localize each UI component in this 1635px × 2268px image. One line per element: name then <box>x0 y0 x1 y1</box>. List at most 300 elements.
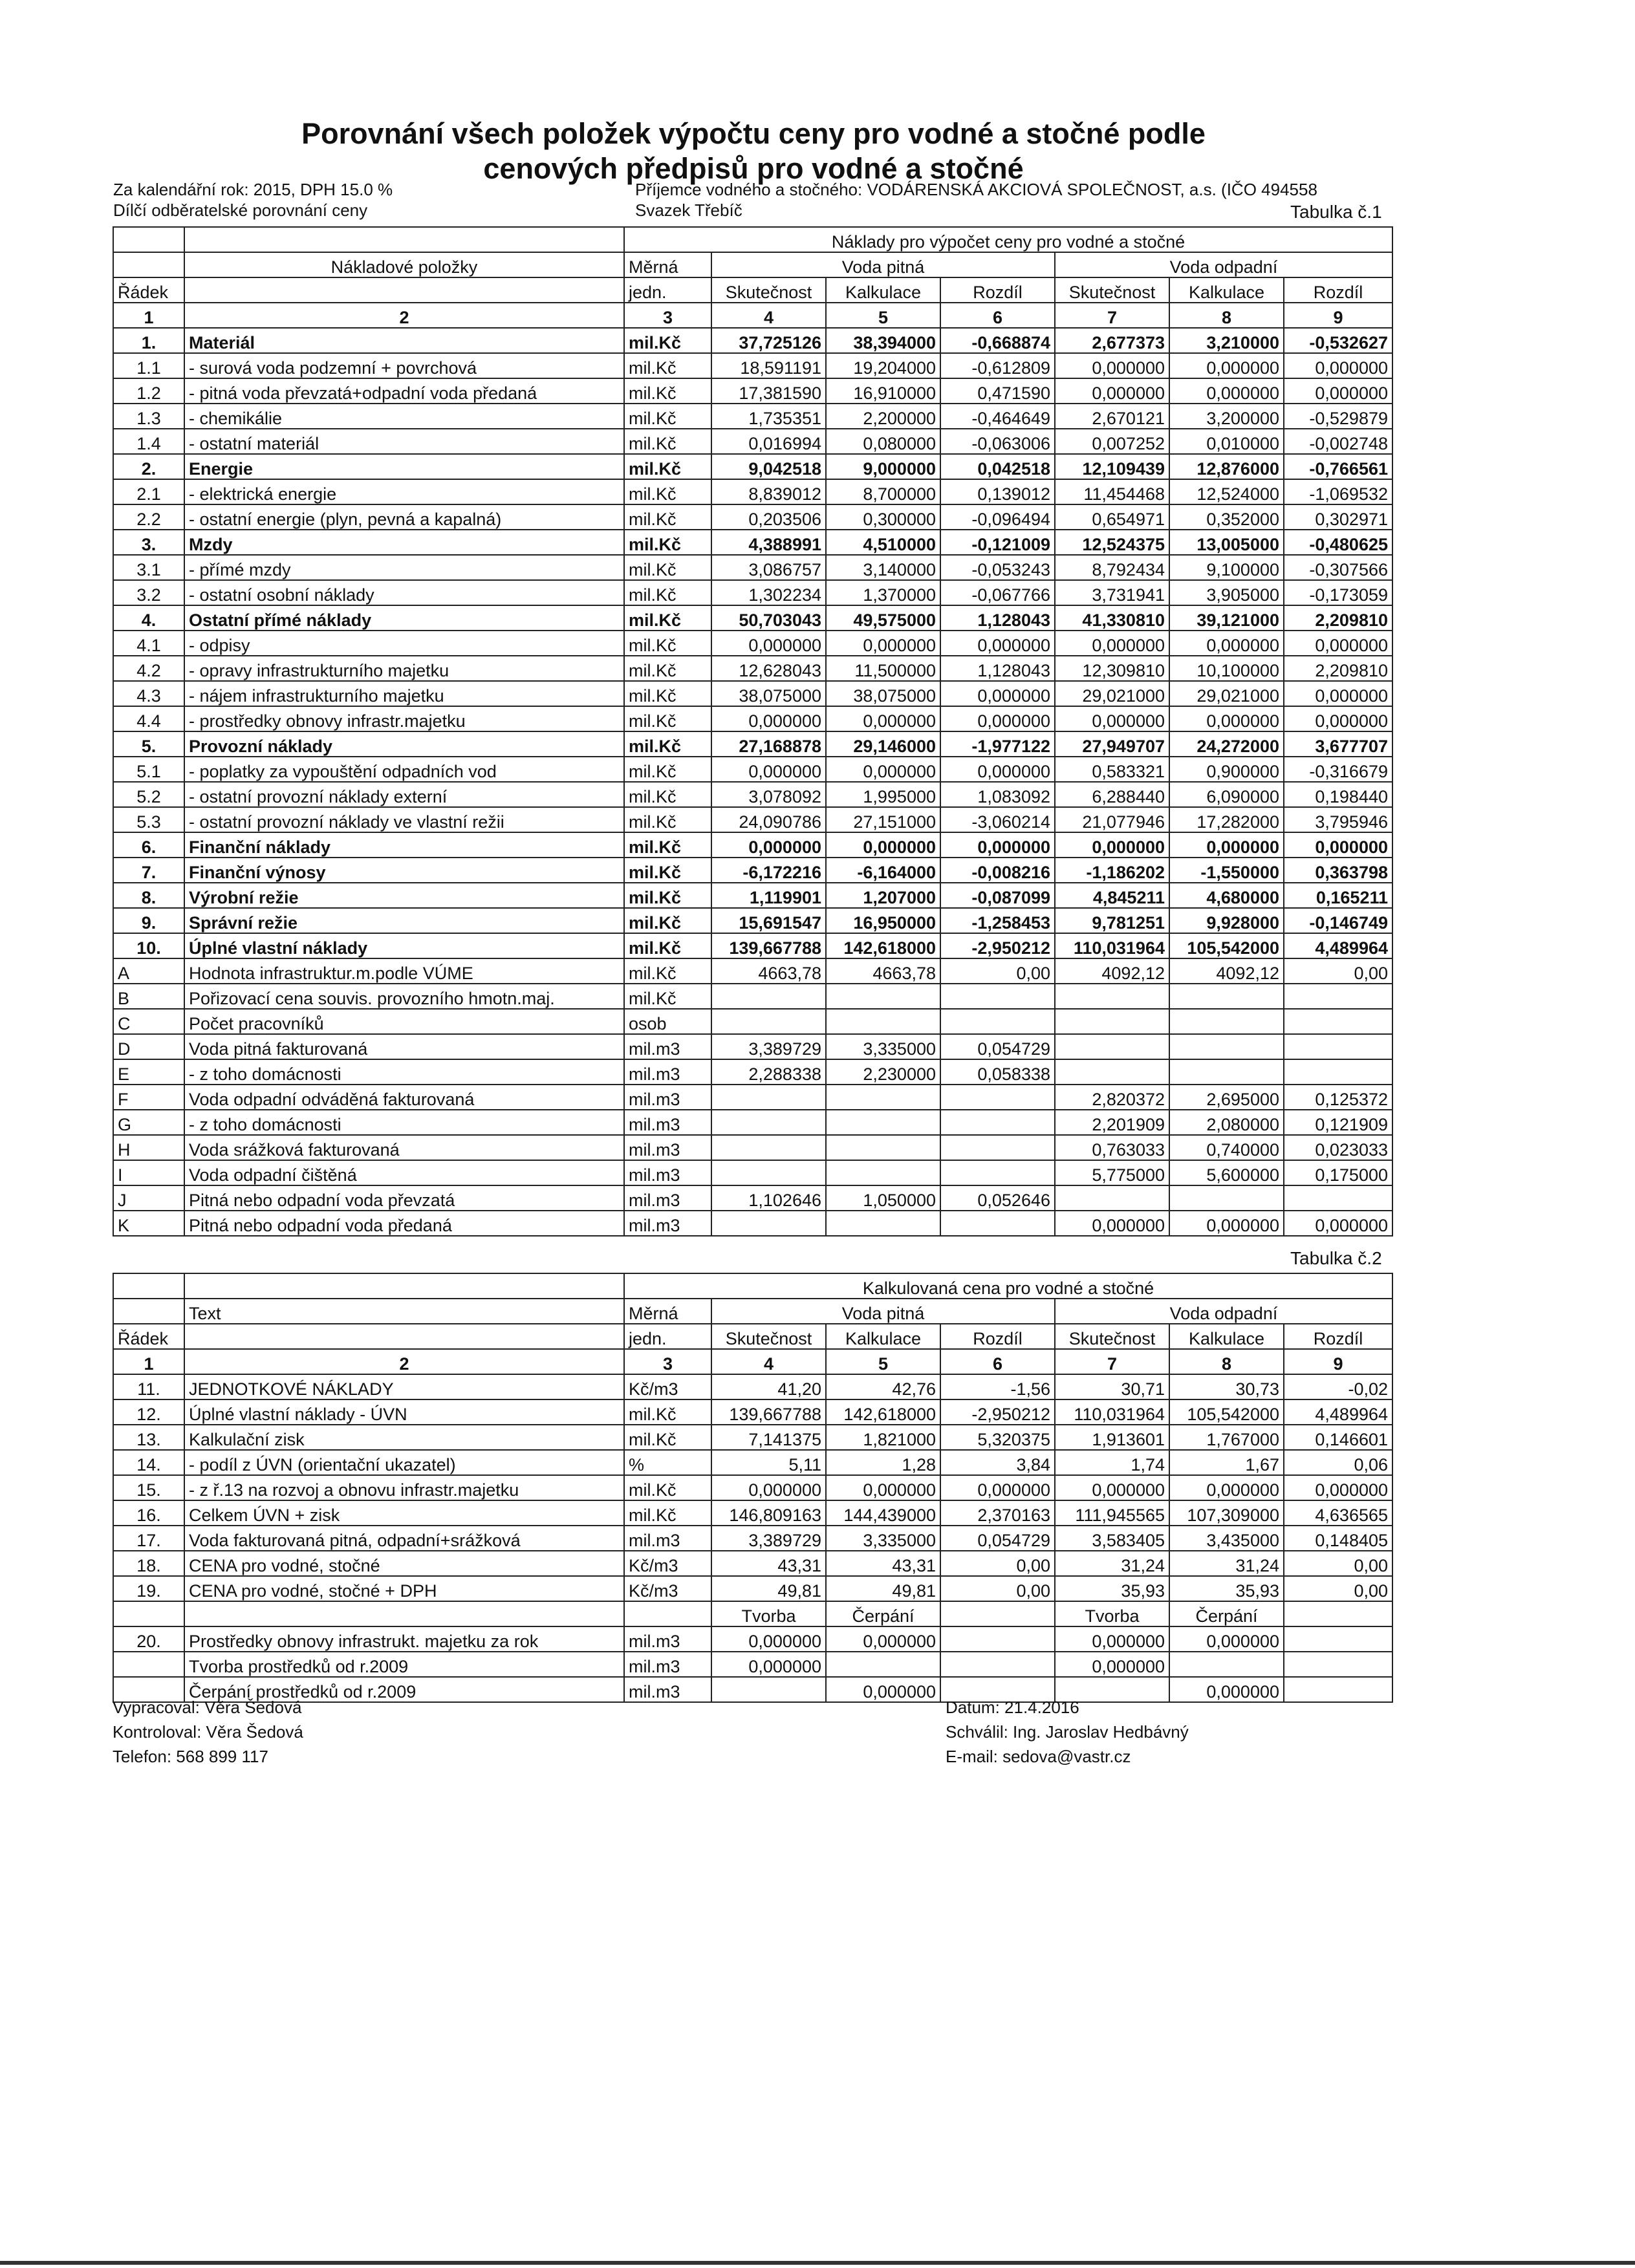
table1-waste-real-header: Skutečnost <box>1055 277 1169 303</box>
row-label: - z toho domácnosti <box>184 1059 624 1085</box>
cell-o-calc <box>1169 1034 1284 1059</box>
row-id: 4.3 <box>113 681 184 706</box>
cell-o-diff: 0,125372 <box>1284 1085 1392 1110</box>
cell-o-real: 12,309810 <box>1055 656 1169 681</box>
cell-w-real: 4,388991 <box>711 530 826 555</box>
table-row <box>113 908 1392 933</box>
table-row <box>113 958 1392 984</box>
cell-w-calc <box>826 1009 940 1034</box>
cell-w-calc: 4663,78 <box>826 958 940 984</box>
row-label: Finanční náklady <box>184 832 624 858</box>
cell-o-real: 2,201909 <box>1055 1110 1169 1135</box>
cell-o-diff: 0,000000 <box>1284 681 1392 706</box>
row-id: 13. <box>113 1425 184 1450</box>
cell-w-calc: 16,910000 <box>826 378 940 404</box>
table-row <box>113 605 1392 631</box>
cell-o-diff <box>1284 1034 1392 1059</box>
row-unit: osob <box>624 1009 711 1034</box>
cell-o-diff: 0,06 <box>1284 1450 1392 1475</box>
row-id: C <box>113 1009 184 1034</box>
cell-o-diff: 0,175000 <box>1284 1160 1392 1185</box>
row-label: - surová voda podzemní + povrchová <box>184 353 624 378</box>
row-unit: mil.Kč <box>624 605 711 631</box>
table1-radek-header: Řádek <box>113 277 184 303</box>
cell-o-calc: 6,090000 <box>1169 782 1284 807</box>
cell-o-calc: 105,542000 <box>1169 1399 1284 1425</box>
cell-o-calc: 39,121000 <box>1169 605 1284 631</box>
row-unit: mil.Kč <box>624 958 711 984</box>
row-label: - odpisy <box>184 631 624 656</box>
row-id: J <box>113 1185 184 1211</box>
table-row <box>113 328 1392 353</box>
row-id: 2. <box>113 454 184 479</box>
row-label: Materiál <box>184 328 624 353</box>
cell-o-diff <box>1284 1185 1392 1211</box>
row-label: - elektrická energie <box>184 479 624 504</box>
row-unit: mil.Kč <box>624 1500 711 1526</box>
col-number: 1 <box>113 1349 184 1374</box>
row-unit: mil.m3 <box>624 1526 711 1551</box>
cell-o-diff: 0,165211 <box>1284 883 1392 908</box>
cell-o-real: 0,000000 <box>1055 832 1169 858</box>
cell-o-diff <box>1284 984 1392 1009</box>
row-id: 18. <box>113 1551 184 1576</box>
row-unit: mil.m3 <box>624 1034 711 1059</box>
cell-o-diff: 0,198440 <box>1284 782 1392 807</box>
cell-o-real: 6,288440 <box>1055 782 1169 807</box>
cell-w-diff: -0,464649 <box>940 404 1055 429</box>
cell-o-calc: 3,210000 <box>1169 328 1284 353</box>
cell-o-calc: 3,435000 <box>1169 1526 1284 1551</box>
cell-water-create: 0,000000 <box>711 1652 826 1677</box>
table-row <box>113 378 1392 404</box>
title-line-1: Porovnání všech položek výpočtu ceny pro vodné a stočné podle <box>301 117 1206 150</box>
cell-w-calc: 19,204000 <box>826 353 940 378</box>
cell-waste-create: 0,000000 <box>1055 1626 1169 1652</box>
cell-w-diff: 0,000000 <box>940 681 1055 706</box>
price-table <box>113 1273 1393 1703</box>
row-unit: mil.Kč <box>624 454 711 479</box>
row-unit: mil.Kč <box>624 656 711 681</box>
row-unit: mil.Kč <box>624 504 711 530</box>
col-number: 5 <box>826 1349 940 1374</box>
cell-w-calc: 1,821000 <box>826 1425 940 1450</box>
row-unit: Kč/m3 <box>624 1576 711 1601</box>
table2-caption-spacer <box>184 1273 624 1299</box>
row-label: - poplatky za vypouštění odpadních vod <box>184 757 624 782</box>
table2-water-real-header: Skutečnost <box>711 1324 826 1349</box>
table-row <box>113 681 1392 706</box>
row-unit: mil.Kč <box>624 580 711 605</box>
col-number: 2 <box>184 303 624 328</box>
cell-o-real: 21,077946 <box>1055 807 1169 832</box>
email: E-mail: sedova@vastr.cz <box>946 1747 1131 1766</box>
cell-w-diff <box>940 1211 1055 1236</box>
table-row <box>113 1425 1392 1450</box>
region-line: Svazek Třebíč <box>635 200 742 220</box>
cell-w-calc: 2,230000 <box>826 1059 940 1085</box>
cell-w-calc: 11,500000 <box>826 656 940 681</box>
cell-o-diff: 0,121909 <box>1284 1110 1392 1135</box>
cell-w-diff: 0,000000 <box>940 832 1055 858</box>
table-row <box>113 1551 1392 1576</box>
cell-w-calc: 0,080000 <box>826 429 940 454</box>
row-id: 20. <box>113 1626 184 1652</box>
table2-label: Tabulka č.2 <box>1290 1248 1382 1268</box>
cell-o-real: 110,031964 <box>1055 933 1169 958</box>
cell-o-diff: -0,002748 <box>1284 429 1392 454</box>
cell-o-real <box>1055 1059 1169 1085</box>
cell-w-real: 0,000000 <box>711 631 826 656</box>
row-unit: mil.Kč <box>624 858 711 883</box>
cell-o-calc: 4092,12 <box>1169 958 1284 984</box>
cell-w-calc: 38,394000 <box>826 328 940 353</box>
cell-w-real: 146,809163 <box>711 1500 826 1526</box>
table-row <box>113 1034 1392 1059</box>
row-unit: mil.m3 <box>624 1185 711 1211</box>
table-row <box>113 1450 1392 1475</box>
cell-o-real: 0,000000 <box>1055 706 1169 731</box>
scan-edge <box>0 2261 1635 2265</box>
cell-w-calc <box>826 1135 940 1160</box>
row-label: - ostatní materiál <box>184 429 624 454</box>
fund-row <box>113 1652 1392 1677</box>
cell-waste-draw: 0,000000 <box>1169 1626 1284 1652</box>
col-number: 8 <box>1169 1349 1284 1374</box>
cell-w-real <box>711 1135 826 1160</box>
table-row <box>113 1160 1392 1185</box>
cell-o-calc: 29,021000 <box>1169 681 1284 706</box>
row-unit: mil.Kč <box>624 782 711 807</box>
cell-o-diff: 0,146601 <box>1284 1425 1392 1450</box>
row-label: Pitná nebo odpadní voda předaná <box>184 1211 624 1236</box>
col-number: 6 <box>940 1349 1055 1374</box>
cell-o-calc: 0,000000 <box>1169 1211 1284 1236</box>
cell-o-diff: 3,795946 <box>1284 807 1392 832</box>
row-id: F <box>113 1085 184 1110</box>
cell-w-diff: 0,054729 <box>940 1526 1055 1551</box>
checked-by: Kontroloval: Věra Šedová <box>113 1722 303 1742</box>
cell-o-calc: 0,740000 <box>1169 1135 1284 1160</box>
phone: Telefon: 568 899 117 <box>113 1747 268 1766</box>
cell-o-real <box>1055 1034 1169 1059</box>
row-unit: mil.Kč <box>624 883 711 908</box>
row-label: Ostatní přímé náklady <box>184 605 624 631</box>
row-unit: mil.Kč <box>624 378 711 404</box>
table2-unit-header-b: jedn. <box>624 1324 711 1349</box>
cell-w-real: 1,102646 <box>711 1185 826 1211</box>
table1-caption-spacer <box>184 227 624 252</box>
cell-w-calc <box>826 984 940 1009</box>
row-id: 5.1 <box>113 757 184 782</box>
cell-w-calc: 4,510000 <box>826 530 940 555</box>
cell-w-calc: 3,335000 <box>826 1034 940 1059</box>
table-row <box>113 858 1392 883</box>
row-label: - opravy infrastrukturního majetku <box>184 656 624 681</box>
row-label: Správní režie <box>184 908 624 933</box>
cell-w-diff: 0,052646 <box>940 1185 1055 1211</box>
cell-w-calc: 144,439000 <box>826 1500 940 1526</box>
table-row <box>113 504 1392 530</box>
cell-o-calc: 10,100000 <box>1169 656 1284 681</box>
table2-water-header: Voda pitná <box>711 1299 1055 1324</box>
cell-w-real: 27,168878 <box>711 731 826 757</box>
cell-o-diff: 0,000000 <box>1284 631 1392 656</box>
row-id: 6. <box>113 832 184 858</box>
cell-w-real: 1,119901 <box>711 883 826 908</box>
table-row <box>113 807 1392 832</box>
row-label: Tvorba prostředků od r.2009 <box>184 1652 624 1677</box>
row-label: - chemikálie <box>184 404 624 429</box>
fund-waste-create-header: Tvorba <box>1055 1601 1169 1626</box>
cell-o-diff: 3,677707 <box>1284 731 1392 757</box>
col-number: 5 <box>826 303 940 328</box>
row-unit: mil.Kč <box>624 908 711 933</box>
cell-w-real: 43,31 <box>711 1551 826 1576</box>
cell-w-diff: -0,053243 <box>940 555 1055 580</box>
cell-o-calc: 0,352000 <box>1169 504 1284 530</box>
cell-o-calc <box>1169 1059 1284 1085</box>
table1-water-diff-header: Rozdíl <box>940 277 1055 303</box>
cell-o-real: 2,820372 <box>1055 1085 1169 1110</box>
cell-w-diff: 0,042518 <box>940 454 1055 479</box>
table-row <box>113 1374 1392 1399</box>
table-row <box>113 530 1392 555</box>
cell-o-calc: 0,010000 <box>1169 429 1284 454</box>
col-number: 2 <box>184 1349 624 1374</box>
cell-o-real <box>1055 1009 1169 1034</box>
fund-header-row <box>113 1601 1392 1626</box>
cell-o-real: 2,677373 <box>1055 328 1169 353</box>
cell-w-diff: -3,060214 <box>940 807 1055 832</box>
cell-o-real: 0,000000 <box>1055 378 1169 404</box>
row-id: I <box>113 1160 184 1185</box>
cell-o-real: 110,031964 <box>1055 1399 1169 1425</box>
cell-o-calc: 30,73 <box>1169 1374 1284 1399</box>
row-label: Úplné vlastní náklady - ÚVN <box>184 1399 624 1425</box>
table-row <box>113 555 1392 580</box>
cell-water-draw: 0,000000 <box>826 1626 940 1652</box>
table2-waste-real-header: Skutečnost <box>1055 1324 1169 1349</box>
row-unit: Kč/m3 <box>624 1551 711 1576</box>
table2-waste-diff-header: Rozdíl <box>1284 1324 1392 1349</box>
cell-w-diff: 2,370163 <box>940 1500 1055 1526</box>
cell-w-diff <box>940 984 1055 1009</box>
row-id: 14. <box>113 1450 184 1475</box>
row-id: 2.2 <box>113 504 184 530</box>
cell-w-diff: -0,121009 <box>940 530 1055 555</box>
cell-w-diff: -1,258453 <box>940 908 1055 933</box>
row-unit: mil.Kč <box>624 530 711 555</box>
row-label: - přímé mzdy <box>184 555 624 580</box>
date: Datum: 21.4.2016 <box>946 1698 1079 1717</box>
cell-w-calc: 27,151000 <box>826 807 940 832</box>
row-label: Hodnota infrastruktur.m.podle VÚME <box>184 958 624 984</box>
table-row <box>113 353 1392 378</box>
table1-radek-spacer <box>113 252 184 277</box>
cell-o-diff: -0,146749 <box>1284 908 1392 933</box>
cell-o-diff: 0,000000 <box>1284 832 1392 858</box>
row-unit: mil.Kč <box>624 1475 711 1500</box>
cell-w-diff: 0,00 <box>940 958 1055 984</box>
table1-water-header: Voda pitná <box>711 252 1055 277</box>
cell-o-calc: 3,200000 <box>1169 404 1284 429</box>
cell-o-real: 1,74 <box>1055 1450 1169 1475</box>
cell-o-calc: 0,000000 <box>1169 353 1284 378</box>
row-unit: mil.m3 <box>624 1135 711 1160</box>
cell-o-real: 31,24 <box>1055 1551 1169 1576</box>
table-row <box>113 883 1392 908</box>
cell-w-calc <box>826 1085 940 1110</box>
cell-w-diff <box>940 1135 1055 1160</box>
cell-w-diff: -0,668874 <box>940 328 1055 353</box>
cell-w-real <box>711 984 826 1009</box>
cell-w-calc: 49,575000 <box>826 605 940 631</box>
cell-w-real: 0,000000 <box>711 1475 826 1500</box>
table1-waste-diff-header: Rozdíl <box>1284 277 1392 303</box>
row-label: Voda fakturovaná pitná, odpadní+srážková <box>184 1526 624 1551</box>
cell-w-real: 15,691547 <box>711 908 826 933</box>
cell-w-diff: -1,977122 <box>940 731 1055 757</box>
table-row <box>113 631 1392 656</box>
cell-o-calc: 0,000000 <box>1169 631 1284 656</box>
cell-o-calc: 4,680000 <box>1169 883 1284 908</box>
table1-label: Tabulka č.1 <box>1290 202 1382 222</box>
row-id: 4. <box>113 605 184 631</box>
row-unit: mil.Kč <box>624 631 711 656</box>
table2-water-diff-header: Rozdíl <box>940 1324 1055 1349</box>
cell-o-diff: 0,00 <box>1284 1576 1392 1601</box>
fund-gap <box>1284 1601 1392 1626</box>
row-label: - podíl z ÚVN (orientační ukazatel) <box>184 1450 624 1475</box>
cell-o-diff: 0,00 <box>1284 1551 1392 1576</box>
cell-o-diff: 0,302971 <box>1284 504 1392 530</box>
cell-water-draw <box>826 1652 940 1677</box>
cell-o-calc <box>1169 984 1284 1009</box>
row-unit: mil.m3 <box>624 1652 711 1677</box>
document-title <box>0 116 1507 186</box>
cell-w-diff: -0,008216 <box>940 858 1055 883</box>
row-label: - ostatní osobní náklady <box>184 580 624 605</box>
row-id: K <box>113 1211 184 1236</box>
cell-o-real: 0,000000 <box>1055 1475 1169 1500</box>
cell-w-calc: 0,000000 <box>826 1475 940 1500</box>
table1-water-real-header: Skutečnost <box>711 277 826 303</box>
cell-w-calc: 49,81 <box>826 1576 940 1601</box>
recipient-line: Příjemce vodného a stočného: VODÁRENSKÁ AKCIOVÁ SPOLEČNOST, a.s. (IČO 494558 <box>635 180 1317 199</box>
cell-o-calc: 12,524000 <box>1169 479 1284 504</box>
cell-o-diff: -0,173059 <box>1284 580 1392 605</box>
row-label: Voda srážková fakturovaná <box>184 1135 624 1160</box>
cell-o-calc: 2,080000 <box>1169 1110 1284 1135</box>
table2-unit-header-a: Měrná <box>624 1299 711 1324</box>
row-label: - z toho domácnosti <box>184 1110 624 1135</box>
cell-w-real: 37,725126 <box>711 328 826 353</box>
table-row <box>113 1576 1392 1601</box>
cell-o-real: 41,330810 <box>1055 605 1169 631</box>
row-label: Energie <box>184 454 624 479</box>
table-row <box>113 782 1392 807</box>
row-label: Voda odpadní odváděná fakturovaná <box>184 1085 624 1110</box>
table2-waste-header: Voda odpadní <box>1055 1299 1392 1324</box>
cell-o-diff: 0,148405 <box>1284 1526 1392 1551</box>
table-row <box>113 933 1392 958</box>
cell-o-real: 0,007252 <box>1055 429 1169 454</box>
row-id: 3.1 <box>113 555 184 580</box>
row-id: 1.4 <box>113 429 184 454</box>
cell-w-real <box>711 1211 826 1236</box>
cell-o-real: 0,583321 <box>1055 757 1169 782</box>
row-label: CENA pro vodné, stočné <box>184 1551 624 1576</box>
cell-w-real: 0,016994 <box>711 429 826 454</box>
table-row <box>113 1085 1392 1110</box>
cell-o-diff: 2,209810 <box>1284 656 1392 681</box>
cell-w-real: 12,628043 <box>711 656 826 681</box>
cell-w-diff: 0,139012 <box>940 479 1055 504</box>
comparison-line: Dílčí odběratelské porovnání ceny <box>113 200 368 220</box>
cell-o-calc: 35,93 <box>1169 1576 1284 1601</box>
cell-o-diff: -0,529879 <box>1284 404 1392 429</box>
row-id: 17. <box>113 1526 184 1551</box>
cell-o-real: 35,93 <box>1055 1576 1169 1601</box>
row-id: 1. <box>113 328 184 353</box>
table-row <box>113 1526 1392 1551</box>
cell-w-calc: 38,075000 <box>826 681 940 706</box>
fund-row <box>113 1626 1392 1652</box>
cell-w-diff: -2,950212 <box>940 933 1055 958</box>
fund-gap <box>1284 1626 1392 1652</box>
cell-w-calc: 9,000000 <box>826 454 940 479</box>
table-row <box>113 1059 1392 1085</box>
cell-o-calc: 0,900000 <box>1169 757 1284 782</box>
row-unit: Kč/m3 <box>624 1374 711 1399</box>
table-row <box>113 706 1392 731</box>
cell-w-diff: 5,320375 <box>940 1425 1055 1450</box>
table-row <box>113 479 1392 504</box>
cell-o-real: 3,583405 <box>1055 1526 1169 1551</box>
cell-water-create: 0,000000 <box>711 1626 826 1652</box>
cell-o-calc: 3,905000 <box>1169 580 1284 605</box>
cell-w-real: 0,203506 <box>711 504 826 530</box>
row-id: 1.2 <box>113 378 184 404</box>
cell-o-real: 5,775000 <box>1055 1160 1169 1185</box>
cell-w-diff: -0,087099 <box>940 883 1055 908</box>
cell-w-calc: 0,000000 <box>826 832 940 858</box>
cell-waste-create: 0,000000 <box>1055 1652 1169 1677</box>
table-row <box>113 1135 1392 1160</box>
row-id: 1.1 <box>113 353 184 378</box>
cell-o-diff: 0,000000 <box>1284 1475 1392 1500</box>
cell-o-calc: 0,000000 <box>1169 832 1284 858</box>
cell-w-real: 1,302234 <box>711 580 826 605</box>
table-row <box>113 757 1392 782</box>
row-label: - prostředky obnovy infrastr.majetku <box>184 706 624 731</box>
cell-o-real <box>1055 984 1169 1009</box>
cell-o-real: 2,670121 <box>1055 404 1169 429</box>
cell-o-diff: -0,316679 <box>1284 757 1392 782</box>
cell-o-diff: -0,480625 <box>1284 530 1392 555</box>
cell-w-calc: 16,950000 <box>826 908 940 933</box>
cell-o-diff: 0,000000 <box>1284 706 1392 731</box>
col-number: 9 <box>1284 303 1392 328</box>
cell-w-diff: 0,00 <box>940 1576 1055 1601</box>
cell-w-real: 9,042518 <box>711 454 826 479</box>
cell-o-diff: 4,489964 <box>1284 1399 1392 1425</box>
row-unit: mil.Kč <box>624 404 711 429</box>
cell-o-real: 0,000000 <box>1055 631 1169 656</box>
cell-w-real <box>711 1085 826 1110</box>
cell-waste-draw: 0,000000 <box>1169 1677 1284 1702</box>
